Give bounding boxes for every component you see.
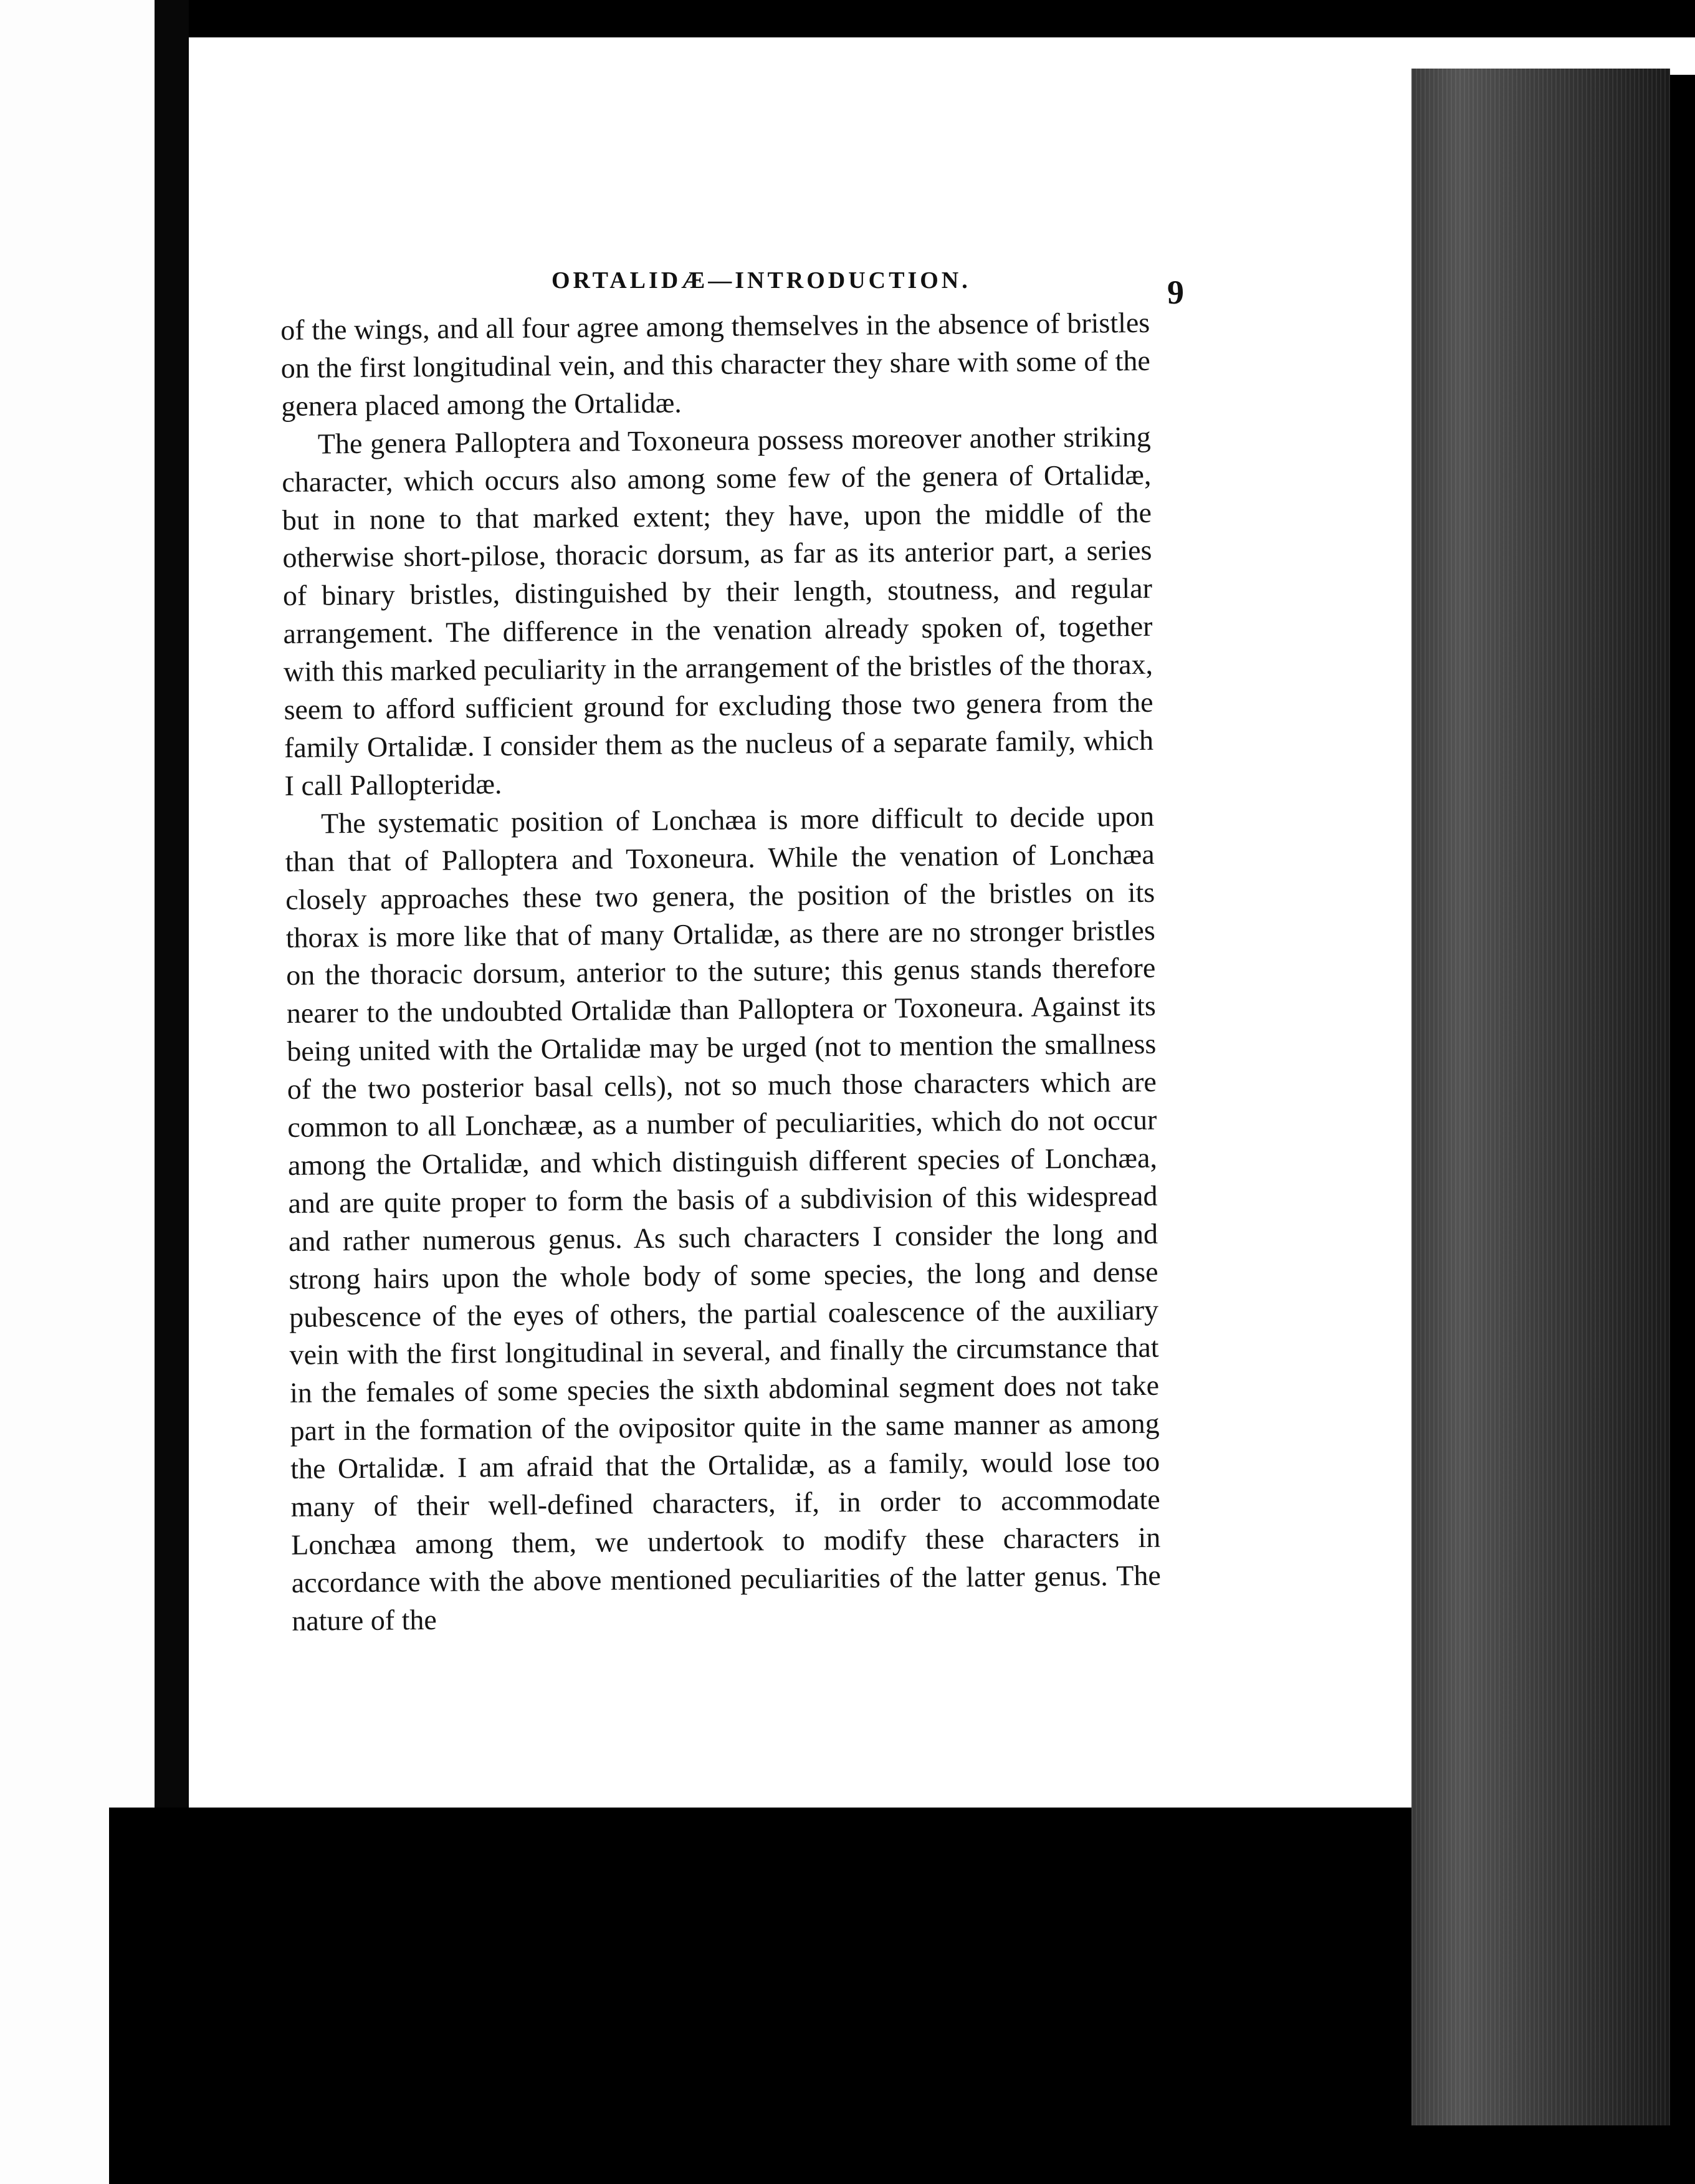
paragraph-1: of the wings, and all four agree among themselves in the absence of bristles on the first longitudinal vein, and this character they share with some of the genera placed among the Ortalidæ. xyxy=(280,306,1150,422)
paragraph-2: The genera Palloptera and Toxoneura possess moreover another striking character, which occurs also among some few of the genera of Ortalidæ, but in none to that marked extent; they have, upon the middle of the otherwise short-pilose, thoracic dorsum, as far as its anterior part, a series of binary bristles, distinguished by their length, stoutness, and regular arrangement. The difference in the venation already spoken of, together with this marked peculiarity in the arrangement of the bristles of the thorax, seem to afford sufficient ground for excluding those two genera from the family Ortalidæ. I consider them as the nucleus of a separate family, which I call Pallopteridæ. xyxy=(282,420,1154,802)
page-bottom-shadow xyxy=(109,1808,1420,2184)
stacked-page-edges xyxy=(1411,69,1670,2125)
page-number: 9 xyxy=(1167,274,1184,311)
paragraph-3: The systematic position of Lonchæa is more difficult to decide upon than that of Palloptera and Toxoneura. While the venation of Lonchæa closely approaches these two genera, the position of the bristles on its thorax is more like that of many Ortalidæ, as there are no stronger bristles on the thoracic dorsum, anterior to the suture; this genus stands therefore nearer to the undoubted Ortalidæ than Palloptera or Toxoneura. Against its being united with the Ortalidæ may be urged (not to mention the smallness of the two posterior basal cells), not so much those characters which are common to all Lonchææ, as a number of peculiarities, which do not occur among the Ortalidæ, and which distinguish different species of Lonchæa, and are quite proper to form the basis of a subdivision of this widespread and rather numerous genus. As such characters I consider the long and strong hairs upon the whole body of some species, the long and dense pubescence of the eyes of others, the partial coalescence of the auxiliary vein with the first longitudinal in several, and finally the circumstance that in the females of some species the sixth abdominal segment does not take part in the formation of the ovipositor quite in the same manner as among the Ortalidæ. I am afraid that the Ortalidæ, as a family, would lose too many of their well-defined characters, if, in order to accommodate Lonchæa among them, we undertook to modify these characters in accordance with the above mentioned peculiarities of the latter genus. The nature of the xyxy=(285,800,1161,1637)
body-text xyxy=(280,304,1162,1640)
running-head: ORTALIDÆ—INTRODUCTION. xyxy=(551,267,971,294)
